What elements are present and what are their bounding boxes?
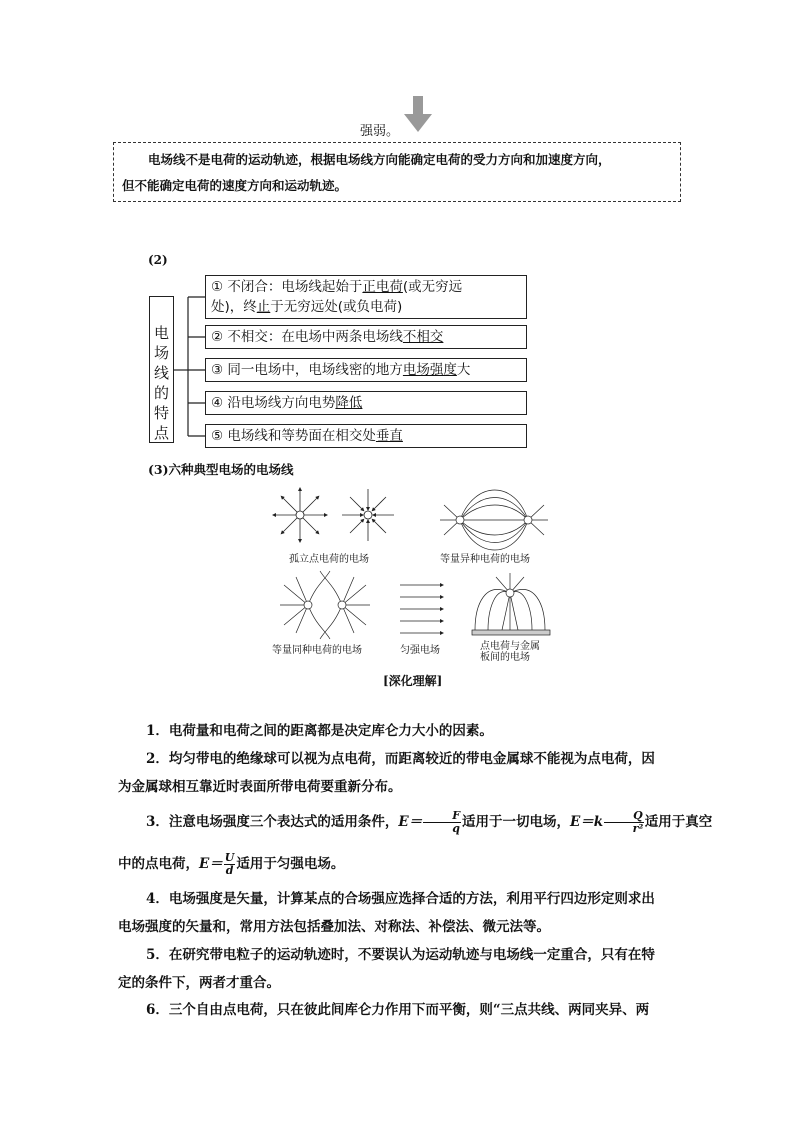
note-line-2: 但不能确定电荷的速度方向和运动轨迹。 xyxy=(122,178,348,193)
item-text: 于无穷远处(或负电荷) xyxy=(270,299,403,315)
item-key: 正电荷 xyxy=(362,279,403,295)
para-2-line-2: 为金属球相互靠近时表面所带电荷要重新分布。 xyxy=(118,779,402,795)
item-key: 电场强度 xyxy=(402,362,457,378)
vertical-title-box xyxy=(149,296,174,443)
formula-lhs: E＝ xyxy=(398,814,423,830)
vertical-char: 点 xyxy=(153,424,169,442)
vertical-char: 特 xyxy=(153,404,169,422)
item-number: ③ xyxy=(211,362,224,378)
caption-uniform: 匀强电场 xyxy=(400,645,440,656)
item-number: ⑤ xyxy=(211,428,224,444)
para-5-line-1: 5．在研究带电粒子的运动轨迹时，不要误认为运动轨迹与电场线一定重合，只有在特 xyxy=(146,947,655,963)
deep-understanding-title: [深化理解] xyxy=(383,674,443,688)
numerator: F xyxy=(423,810,461,823)
item-text: 电场线和等势面在相交处 xyxy=(223,428,376,444)
vertical-char: 线 xyxy=(153,364,169,382)
item-number: ① xyxy=(211,279,224,295)
item-key: 垂直 xyxy=(375,428,403,444)
denominator: r² xyxy=(632,822,644,835)
negative-charge-field xyxy=(342,489,394,541)
para-5 xyxy=(118,941,678,997)
item-text: (或无穷远 xyxy=(402,279,463,295)
item-key: 不相交 xyxy=(402,329,444,345)
feature-item-1 xyxy=(205,275,527,319)
vertical-char: 场 xyxy=(153,344,169,362)
para-5-line-2: 定的条件下，两者才重合。 xyxy=(118,975,280,991)
item-text: 沿电场线方向电势 xyxy=(223,395,336,411)
caption-plate-line-1: 点电荷与金属 xyxy=(480,641,540,652)
text: 适用于匀强电场。 xyxy=(236,856,345,872)
para-6: 6．三个自由点电荷，只在彼此间库仑力作用下而平衡，则“三点共线、两同夹异、两 xyxy=(146,1002,650,1018)
item-text: 不相交：在电场中两条电场线 xyxy=(223,329,403,345)
item-key: 降低 xyxy=(335,395,363,411)
formula-fraction xyxy=(604,810,644,835)
item-number: ② xyxy=(211,329,224,345)
feature-item-4 xyxy=(205,391,527,415)
text: 适用于一切电场， xyxy=(462,814,571,830)
down-arrow-icon xyxy=(404,96,432,132)
caption-isolated: 孤立点电荷的电场 xyxy=(289,554,369,565)
para-3-line-2 xyxy=(118,850,678,878)
formula-lhs: E＝k xyxy=(570,814,604,830)
section-3-label: (3)六种典型电场的电场线 xyxy=(148,462,294,477)
vertical-char: 的 xyxy=(153,384,169,402)
para-2-line-1: 2．均匀带电的绝缘球可以视为点电荷，而距离较近的带电金属球不能视为点电荷，因 xyxy=(146,751,655,767)
para-1: 1．电荷量和电荷之间的距离都是决定库仑力大小的因素。 xyxy=(146,723,493,739)
para-2 xyxy=(118,745,678,801)
feature-item-3 xyxy=(205,358,527,382)
text: 适用于真空 xyxy=(644,814,713,830)
para-4-line-1: 4．电场强度是矢量，计算某点的合场强应选择合适的方法，利用平行四边形定则求出 xyxy=(146,891,655,907)
text: 中的点电荷， xyxy=(118,856,199,872)
vertical-char: 电 xyxy=(153,324,169,342)
para-4-line-2: 电场强度的矢量和，常用方法包括叠加法、对称法、补偿法、微元法等。 xyxy=(118,919,550,935)
formula-fraction xyxy=(224,852,236,877)
numerator: U xyxy=(224,851,235,864)
text: 3．注意电场强度三个表达式的适用条件， xyxy=(146,814,399,830)
item-text: 同一电场中，电场线密的地方 xyxy=(223,362,403,378)
uniform-field xyxy=(400,585,442,633)
note-box xyxy=(113,142,681,202)
numerator: Q xyxy=(604,810,644,823)
caption-plate-line-2: 板间的电场 xyxy=(480,652,530,663)
note-line-1: 电场线不是电荷的运动轨迹，根据电场线方向能确定电荷的受力方向和加速度方向， xyxy=(148,152,611,167)
para-4 xyxy=(118,885,678,941)
feature-item-2 xyxy=(205,325,527,349)
feature-item-5 xyxy=(205,424,527,448)
item-text: 不闭合：电场线起始于 xyxy=(223,279,363,295)
item-text: 大 xyxy=(456,362,471,378)
charge-plate-field xyxy=(472,573,550,635)
formula-lhs: E＝ xyxy=(199,856,223,872)
denominator: q xyxy=(452,822,460,835)
dipole-field xyxy=(440,490,548,550)
positive-charge-field xyxy=(274,489,326,541)
denominator: d xyxy=(225,864,234,877)
like-charges-field xyxy=(280,571,370,639)
top-text: 强弱。 xyxy=(360,124,400,139)
caption-dipole: 等量异种电荷的电场 xyxy=(440,554,530,565)
item-number: ④ xyxy=(211,395,224,411)
para-3-line-1 xyxy=(118,808,713,836)
item-text: 处)，终 xyxy=(211,299,257,315)
item-key: 止 xyxy=(256,299,271,315)
section-2-label: (2) xyxy=(148,253,168,267)
caption-like-charges: 等量同种电荷的电场 xyxy=(272,645,362,656)
formula-fraction xyxy=(423,810,461,835)
